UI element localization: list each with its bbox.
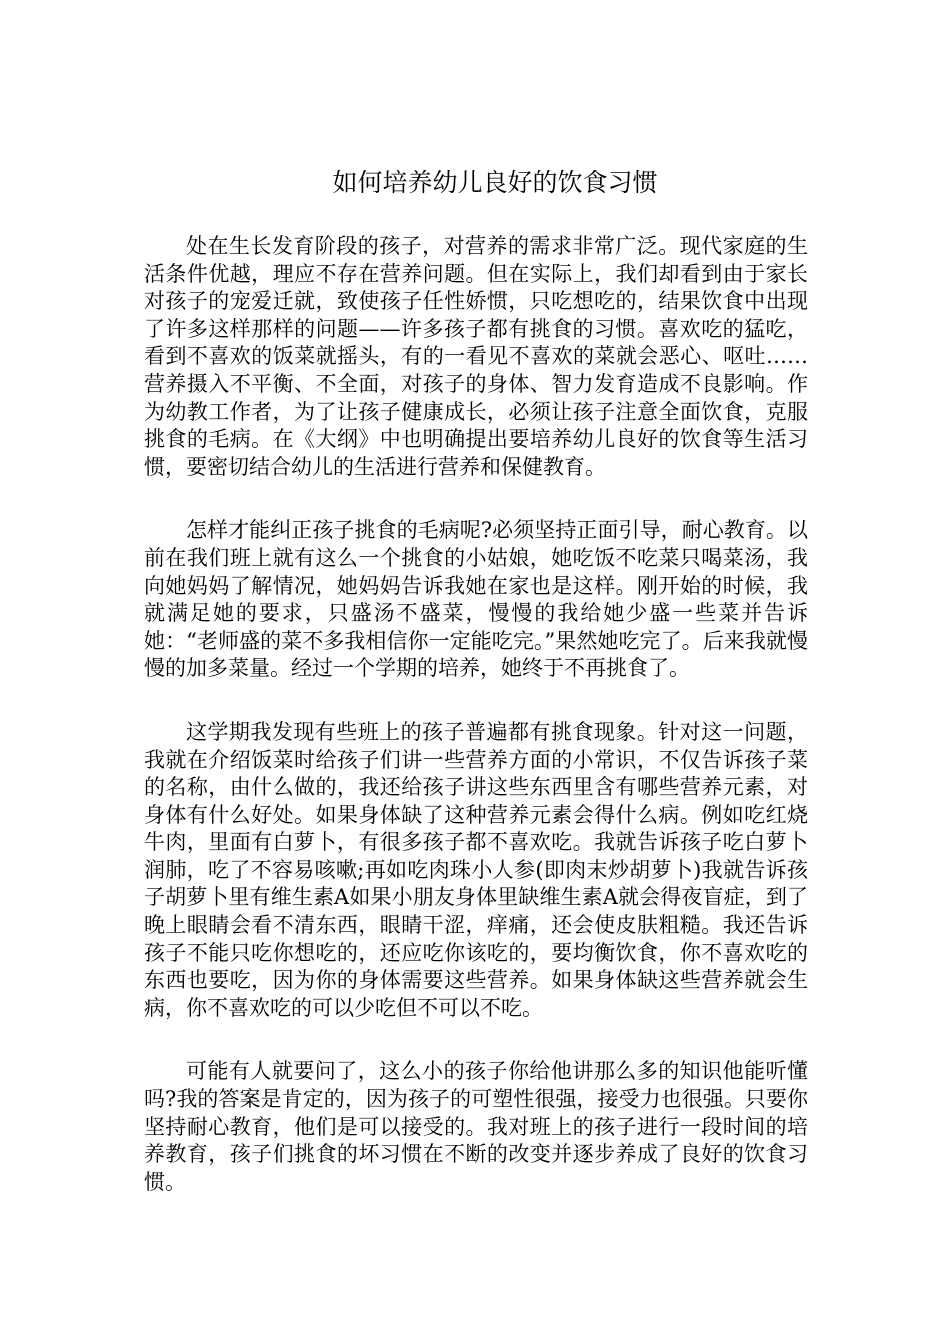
- paragraph-3: 这学期我发现有些班上的孩子普遍都有挑食现象。针对这一问题，我就在介绍饭菜时给孩子们讲一些营养方面的小常识，不仅告诉孩子菜的名称，由什么做的，我还给孩子讲这些东西里含有哪些营养元素，对身体有什么好处。如果身体缺了这种营养元素会得什么病。例如吃红烧牛肉，里面有白萝卜，有很多孩子都不喜欢吃。我就告诉孩子吃白萝卜润肺，吃了不容易咳嗽;再如吃肉珠小人参(即肉末炒胡萝卜)我就告诉孩子胡萝卜里有维生素A如果小朋友身体里缺维生素A就会得夜盲症，到了晚上眼睛会看不清东西，眼睛干涩，痒痛，还会使皮肤粗糙。我还告诉孩子不能只吃你想吃的，还应吃你该吃的，要均衡饮食，你不喜欢吃的东西也要吃，因为你的身体需要这些营养。如果身体缺这些营养就会生病，你不喜欢吃的可以少吃但不可以不吃。: [144, 719, 808, 1020]
- paragraph-2: 怎样才能纠正孩子挑食的毛病呢?必须坚持正面引导，耐心教育。以前在我们班上就有这么一个挑食的小姑娘，她吃饭不吃菜只喝菜汤，我向她妈妈了解情况，她妈妈告诉我她在家也是这样。刚开始的时候，我就满足她的要求，只盛汤不盛菜，慢慢的我给她少盛一些菜并告诉她：“老师盛的菜不多我相信你一定能吃完。”果然她吃完了。后来我就慢慢的加多菜量。经过一个学期的培养，她终于不再挑食了。: [144, 518, 808, 681]
- paragraph-4: 可能有人就要问了，这么小的孩子你给他讲那么多的知识他能听懂吗?我的答案是肯定的，因为孩子的可塑性很强，接受力也很强。只要你坚持耐心教育，他们是可以接受的。我对班上的孩子进行一段时间的培养教育，孩子们挑食的坏习惯在不断的改变并逐步养成了良好的饮食习惯。: [144, 1059, 808, 1194]
- document-title: 如何培养幼儿良好的饮食习惯: [332, 168, 658, 197]
- paragraph-1: 处在生长发育阶段的孩子，对营养的需求非常广泛。现代家庭的生活条件优越，理应不存在营养问题。但在实际上，我们却看到由于家长对孩子的宠爱迁就，致使孩子任性娇惯，只吃想吃的，结果饮食中出现了许多这样那样的问题——许多孩子都有挑食的习惯。喜欢吃的猛吃，看到不喜欢的饭菜就摇头，有的一看见不喜欢的菜就会恶心、呕吐……营养摄入不平衡、不全面，对孩子的身体、智力发育造成不良影响。作为幼教工作者，为了让孩子健康成长，必须让孩子注意全面饮食，克服挑食的毛病。在《大纲》中也明确提出要培养幼儿良好的饮食等生活习惯，要密切结合幼儿的生活进行营养和保健教育。: [144, 234, 808, 479]
- document-body: [144, 233, 808, 1232]
